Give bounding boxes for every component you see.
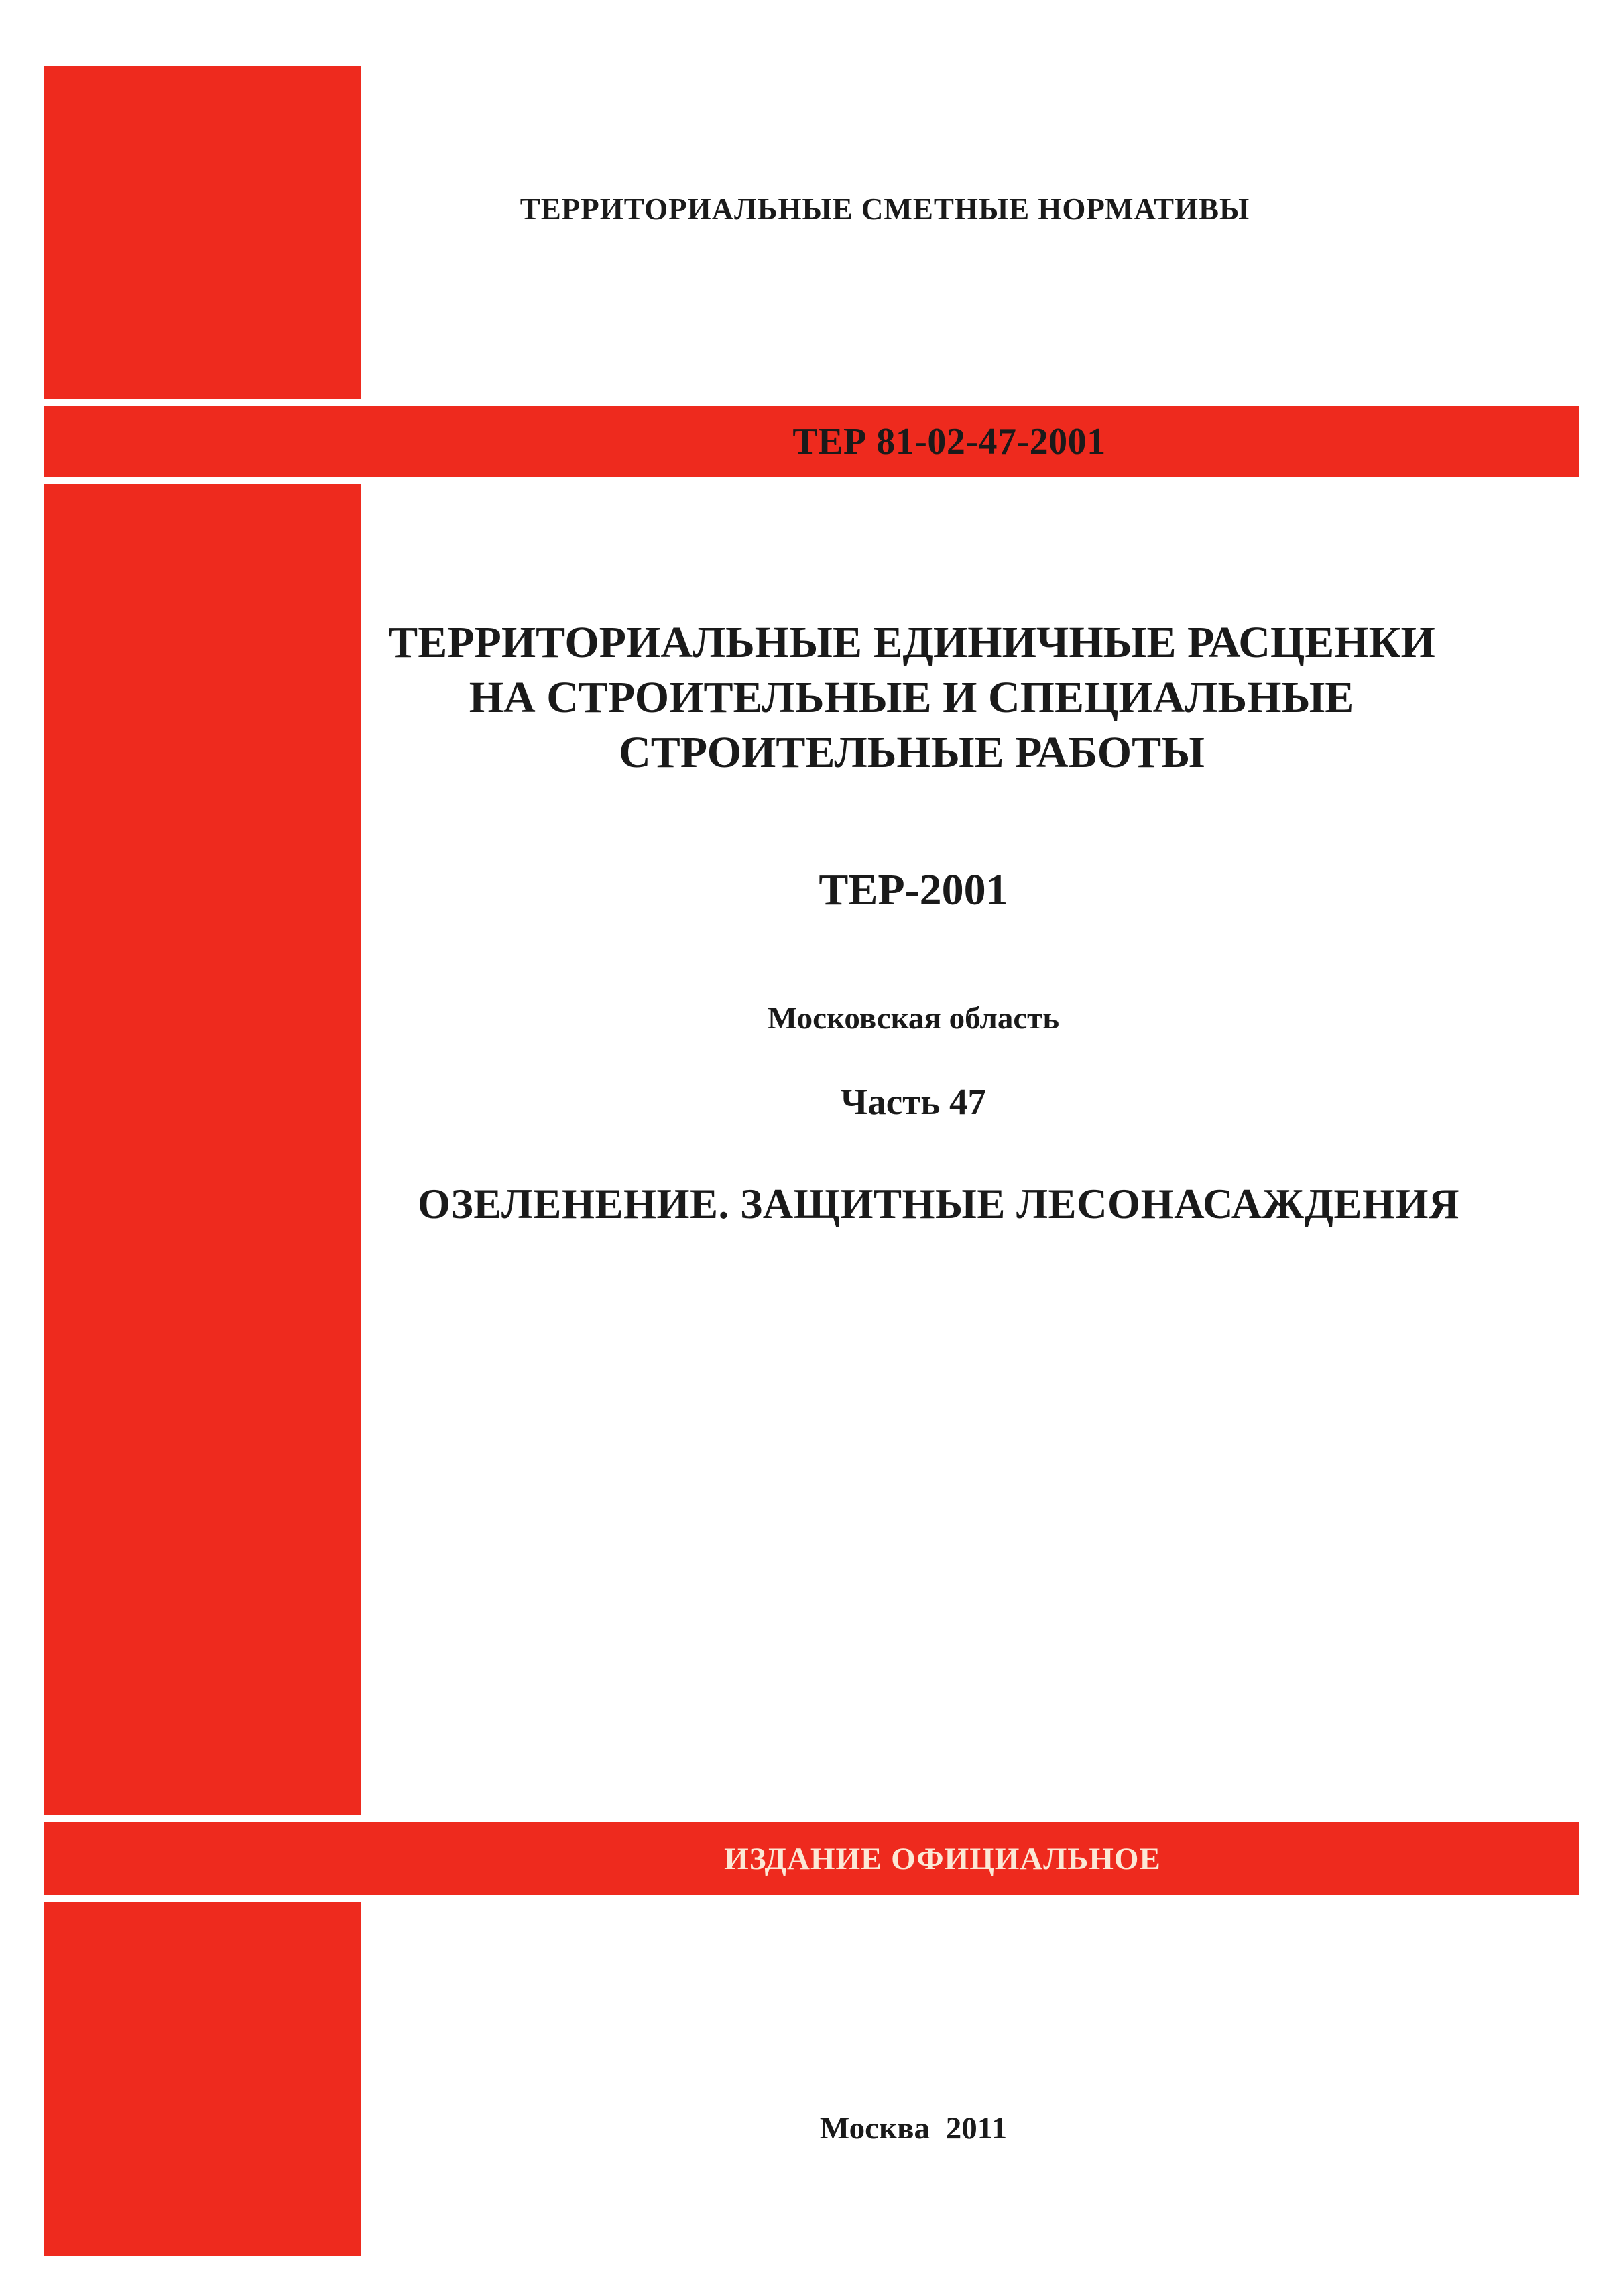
edition-label: ИЗДАНИЕ ОФИЦИАЛЬНОЕ [724,1841,1161,1876]
region: Московская область [767,1001,1060,1036]
part-number: Часть 47 [840,1081,987,1122]
main-title-line-2: НА СТРОИТЕЛЬНЫЕ И СПЕЦИАЛЬНЫЕ [469,673,1355,722]
red-column-middle [44,484,361,1815]
abbreviation: ТЕР-2001 [819,865,1008,914]
main-title-line-3: СТРОИТЕЛЬНЫЕ РАБОТЫ [619,728,1205,777]
place-and-year: Москва 2011 [819,2111,1008,2146]
series-title: ТЕРРИТОРИАЛЬНЫЕ СМЕТНЫЕ НОРМАТИВЫ [520,192,1250,226]
main-title [362,615,1461,780]
document-code: ТЕР 81-02-47-2001 [792,420,1106,463]
edition-band [44,1822,1579,1895]
subject-title: ОЗЕЛЕНЕНИЕ. ЗАЩИТНЫЕ ЛЕСОНАСАЖДЕНИЯ [418,1181,1459,1227]
red-column-bottom [44,1902,361,2256]
red-column-top [44,66,361,399]
document-code-band [44,406,1579,477]
main-title-line-1: ТЕРРИТОРИАЛЬНЫЕ ЕДИНИЧНЫЕ РАСЦЕНКИ [388,618,1435,667]
